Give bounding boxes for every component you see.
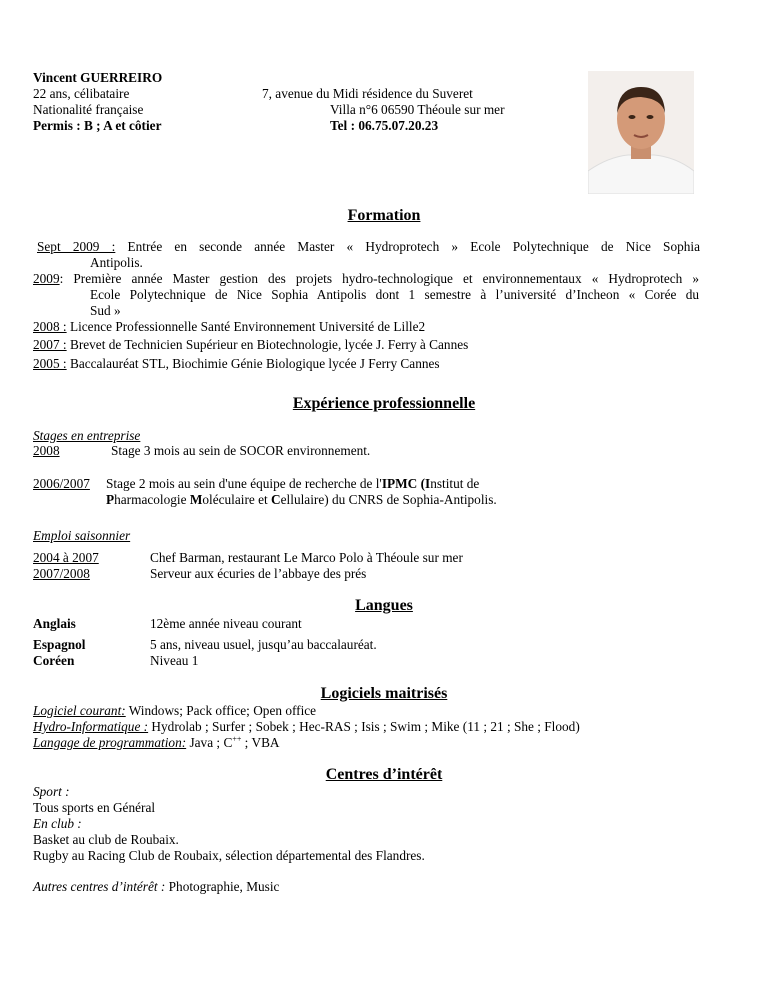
section-title-interets: Centres d’intérêt <box>325 766 443 783</box>
formation-date: 2009 <box>33 271 60 286</box>
language-name: Coréen <box>33 653 75 668</box>
language-level: 12ème année niveau courant <box>150 616 302 631</box>
software-courant: Logiciel courant: Windows; Pack office; Open office <box>33 703 317 718</box>
formation-text: Première année Master gestion des projets hydro-technologique et environnementaux « Hydroprotech » <box>73 271 699 286</box>
language-name: Anglais <box>33 616 76 631</box>
stage-text: Stage 2 mois au sein d'une équipe de recherche de l'IPMC (Institut de <box>106 476 480 491</box>
software-hydro: Hydro-Informatique : Hydrolab ; Surfer ; Sobek ; Hec-RAS ; Isis ; Swim ; Mike (11 ; 21 ; She ; Flood) <box>33 719 580 734</box>
formation-text: Brevet de Technicien Supérieur en Biotechnologie, lycée J. Ferry à Cannes <box>69 337 469 352</box>
formation-text-cont: Antipolis. <box>90 255 143 270</box>
profile-photo <box>588 71 694 194</box>
stage-text: Stage 3 mois au sein de SOCOR environnement. <box>111 443 371 458</box>
section-title-formation: Formation <box>347 207 421 224</box>
stage-text-cont: Pharmacologie Moléculaire et Cellulaire) du CNRS de Sophia-Antipolis. <box>106 492 497 507</box>
emploi-label: Emploi saisonnier <box>33 528 131 543</box>
sport-text: Tous sports en Général <box>33 800 156 815</box>
formation-item <box>37 239 700 255</box>
club-label: En club : <box>33 816 82 831</box>
phone-number: Tel : 06.75.07.20.23 <box>330 118 439 133</box>
emploi-text: Chef Barman, restaurant Le Marco Polo à Théoule sur mer <box>150 550 463 565</box>
language-level: 5 ans, niveau usuel, jusqu’au baccalauréat. <box>150 637 377 652</box>
formation-date: 2005 : <box>33 356 67 371</box>
candidate-name: Vincent GUERREIRO <box>33 70 163 85</box>
formation-text: Baccalauréat STL, Biochimie Génie Biologique lycée J Ferry Cannes <box>69 356 440 371</box>
driving-license: Permis : B ; A et côtier <box>33 118 162 133</box>
emploi-date: 2007/2008 <box>33 566 90 581</box>
language-level: Niveau 1 <box>150 653 199 668</box>
section-title-logiciels: Logiciels maitrisés <box>320 685 448 702</box>
formation-text-cont: Ecole Polytechnique de Nice Sophia Antipolis dont 1 semestre à l’université d’Incheon « Corée du <box>90 287 699 302</box>
stage-date: 2008 <box>33 443 60 458</box>
nationality: Nationalité française <box>33 102 144 117</box>
address-line-1: 7, avenue du Midi résidence du Suveret <box>262 86 473 101</box>
formation-item <box>33 356 703 372</box>
section-title-langues: Langues <box>355 597 413 614</box>
sport-label: Sport : <box>33 784 70 799</box>
other-interests: Autres centres d’intérêt : Photographie, Music <box>33 879 280 894</box>
section-title-experience: Expérience professionnelle <box>292 395 476 412</box>
formation-item: 2009: Première année Master gestion des projets hydro-technologique et environnementaux « Hydroprotech » <box>33 271 699 286</box>
emploi-text: Serveur aux écuries de l’abbaye des prés <box>150 566 367 581</box>
formation-item <box>33 319 703 335</box>
language-name: Espagnol <box>33 637 86 652</box>
software-programming: Langage de programmation: Java ; C++ ; VBA <box>33 734 280 750</box>
club-item: Basket au club de Roubaix. <box>33 832 179 847</box>
emploi-date: 2004 à 2007 <box>33 550 99 565</box>
address-line-2: Villa n°6 06590 Théoule sur mer <box>330 102 505 117</box>
formation-item <box>33 337 703 353</box>
formation-date: Sept 2009 : <box>37 239 116 254</box>
formation-date: 2007 : <box>33 337 67 352</box>
formation-date: 2008 : <box>33 319 67 334</box>
stage-date: 2006/2007 <box>33 476 90 491</box>
formation-text: Licence Professionnelle Santé Environnement Université de Lille2 <box>69 319 426 334</box>
stages-label: Stages en entreprise <box>33 428 141 443</box>
formation-text: Entrée en seconde année Master « Hydroprotech » Ecole Polytechnique de Nice Sophia <box>127 239 700 254</box>
club-item: Rugby au Racing Club de Roubaix, sélection départemental des Flandres. <box>33 848 425 863</box>
formation-text-cont: Sud » <box>90 303 121 318</box>
age-status: 22 ans, célibataire <box>33 86 130 101</box>
